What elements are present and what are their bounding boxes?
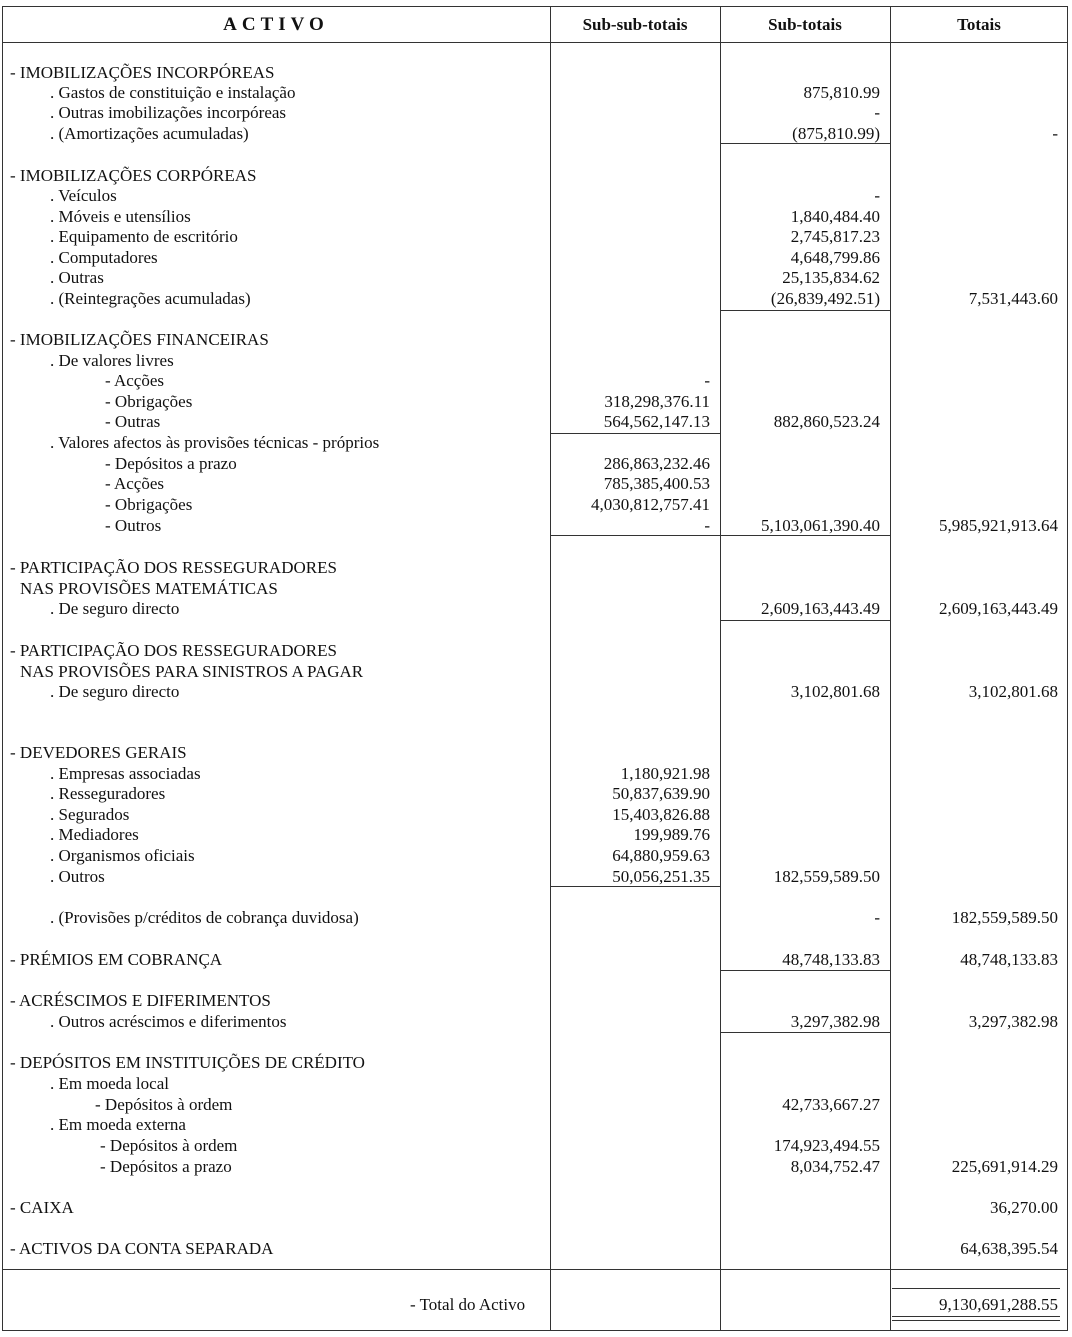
row-label: . Resseguradores (50, 784, 166, 803)
sub-total-cell: 3,297,382.98 (790, 1012, 880, 1031)
subtotal-rule (550, 886, 720, 887)
table-row (0, 1238, 1072, 1259)
row-label: . (Reintegrações acumuladas) (50, 289, 251, 308)
row-label: - PARTICIPAÇÃO DOS RESSEGURADORES (10, 558, 337, 577)
row-label: - DEPÓSITOS EM INSTITUIÇÕES DE CRÉDITO (10, 1053, 365, 1072)
sub-sub-total-cell: 50,837,639.90 (612, 784, 710, 803)
table-row (0, 391, 1072, 412)
row-label: - ACTIVOS DA CONTA SEPARADA (10, 1239, 274, 1258)
total-cell: 3,102,801.68 (968, 682, 1058, 701)
row-label: . Valores afectos às provisões técnicas - próprios (50, 433, 380, 452)
table-row (0, 1052, 1072, 1073)
sub-total-cell: 875,810.99 (803, 83, 880, 102)
row-label: . Veículos (50, 186, 117, 205)
row-label: - PARTICIPAÇÃO DOS RESSEGURADORES (10, 641, 337, 660)
row-label: NAS PROVISÕES MATEMÁTICAS (20, 579, 278, 598)
table-row (0, 226, 1072, 247)
table-row (0, 742, 1072, 763)
subtotal-rule (720, 1032, 890, 1033)
row-label: - ACRÉSCIMOS E DIFERIMENTOS (10, 991, 271, 1010)
sub-sub-total-cell: 15,403,826.88 (612, 805, 710, 824)
table-row (0, 661, 1072, 682)
header-sub-totais: Sub-totais (768, 15, 842, 34)
row-label: . Segurados (50, 805, 130, 824)
row-label: . Outras imobilizações incorpóreas (50, 103, 287, 122)
sub-total-cell: 2,609,163,443.49 (761, 599, 880, 618)
subtotal-rule (550, 535, 890, 536)
sub-sub-total-cell: 564,562,147.13 (603, 412, 710, 431)
table-row (0, 949, 1072, 970)
table-row (0, 247, 1072, 268)
sub-total-cell: - (874, 186, 880, 205)
table-row (0, 1197, 1072, 1218)
total-cell: 3,297,382.98 (968, 1012, 1058, 1031)
sub-total-cell: 182,559,589.50 (773, 867, 880, 886)
subtotal-rule (720, 620, 890, 621)
header-rule (2, 42, 1068, 43)
row-label: . Mediadores (50, 825, 139, 844)
row-label: . Outras (50, 268, 104, 287)
table-row (0, 557, 1072, 578)
table-row (0, 763, 1072, 784)
subtotal-rule (720, 970, 890, 971)
table-row (0, 866, 1072, 887)
table-row (0, 267, 1072, 288)
row-label: . De seguro directo (50, 682, 180, 701)
row-label: - Obrigações (105, 392, 193, 411)
table-row (0, 473, 1072, 494)
row-label: - Depósitos a prazo (105, 454, 237, 473)
table-row (0, 123, 1072, 144)
sub-sub-total-cell: 4,030,812,757.41 (591, 495, 710, 514)
table-row (0, 350, 1072, 371)
table-row (0, 102, 1072, 123)
table-row (0, 578, 1072, 599)
header-activo: ACTIVO (223, 14, 329, 35)
subtotal-rule (550, 433, 720, 434)
sub-total-cell: - (874, 103, 880, 122)
sub-total-cell: 1,840,484.40 (790, 207, 880, 226)
sub-sub-total-cell: 50,056,251.35 (612, 867, 710, 886)
row-label: . Outros acréscimos e diferimentos (50, 1012, 287, 1031)
sub-sub-total-cell: 318,298,376.11 (604, 392, 710, 411)
table-row (0, 907, 1072, 928)
total-cell: 64,638,395.54 (960, 1239, 1058, 1258)
total-label: - Total do Activo (410, 1295, 526, 1314)
table-row (0, 1135, 1072, 1156)
row-label: - Outras (105, 412, 161, 431)
table-row (0, 370, 1072, 391)
row-label: . Organismos oficiais (50, 846, 195, 865)
sub-total-cell: - (874, 908, 880, 927)
table-row (0, 62, 1072, 83)
sub-total-cell: 42,733,667.27 (782, 1095, 880, 1114)
table-row (0, 1114, 1072, 1135)
row-label: - Outros (105, 516, 162, 535)
table-row (0, 824, 1072, 845)
table-row (0, 598, 1072, 619)
row-label: . (Provisões p/créditos de cobrança duvidosa) (50, 908, 359, 927)
table-row (0, 206, 1072, 227)
subtotal-rule (720, 310, 890, 311)
total-top-rule (892, 1288, 1060, 1289)
total-row (0, 1294, 1072, 1315)
row-label: - Depósitos a prazo (100, 1157, 232, 1176)
sub-total-cell: 882,860,523.24 (773, 412, 880, 431)
sub-total-cell: 5,103,061,390.40 (761, 516, 880, 535)
table-row (0, 494, 1072, 515)
sub-total-cell: 4,648,799.86 (790, 248, 880, 267)
row-label: - Depósitos à ordem (95, 1095, 233, 1114)
sub-sub-total-cell: 286,863,232.46 (603, 454, 710, 473)
sub-sub-total-cell: 64,880,959.63 (612, 846, 710, 865)
row-label: . De valores livres (50, 351, 174, 370)
header-totais: Totais (957, 15, 1001, 34)
table-row (0, 453, 1072, 474)
table-row (0, 82, 1072, 103)
table-row (0, 1156, 1072, 1177)
total-cell: - (1052, 124, 1058, 143)
sub-sub-total-cell: - (704, 516, 710, 535)
table-row (0, 329, 1072, 350)
table-row (0, 1094, 1072, 1115)
row-label: . Em moeda externa (50, 1115, 186, 1134)
table-row (0, 640, 1072, 661)
sub-total-cell: 8,034,752.47 (790, 1157, 880, 1176)
total-cell: 2,609,163,443.49 (939, 599, 1058, 618)
row-label: - IMOBILIZAÇÕES CORPÓREAS (10, 166, 257, 185)
row-label: . Empresas associadas (50, 764, 201, 783)
table-row (0, 288, 1072, 309)
sub-total-cell: (875,810.99) (792, 124, 880, 143)
row-label: - PRÉMIOS EM COBRANÇA (10, 950, 223, 969)
table-row (0, 1011, 1072, 1032)
subtotal-rule (720, 143, 890, 144)
table-row (0, 1073, 1072, 1094)
total-cell: 182,559,589.50 (951, 908, 1058, 927)
table-row (0, 783, 1072, 804)
total-double-underline (892, 1316, 1060, 1321)
total-cell: 36,270.00 (990, 1198, 1058, 1217)
row-label: . De seguro directo (50, 599, 180, 618)
total-cell: 48,748,133.83 (960, 950, 1058, 969)
row-label: - Obrigações (105, 495, 193, 514)
table-row (0, 990, 1072, 1011)
sub-sub-total-cell: 785,385,400.53 (603, 474, 710, 493)
row-label: - IMOBILIZAÇÕES INCORPÓREAS (10, 63, 275, 82)
row-label: - Acções (105, 474, 165, 493)
row-label: . Outros (50, 867, 105, 886)
sub-sub-total-cell: 1,180,921.98 (620, 764, 710, 783)
sub-total-cell: 25,135,834.62 (782, 268, 880, 287)
table-row (0, 845, 1072, 866)
table-row (0, 681, 1072, 702)
table-row (0, 185, 1072, 206)
sub-total-cell: 2,745,817.23 (790, 227, 880, 246)
table-row (0, 411, 1072, 432)
row-label: - IMOBILIZAÇÕES FINANCEIRAS (10, 330, 269, 349)
row-label: . Computadores (50, 248, 158, 267)
sub-sub-total-cell: 199,989.76 (633, 825, 710, 844)
row-label: - DEVEDORES GERAIS (10, 743, 187, 762)
row-label: . Móveis e utensílios (50, 207, 191, 226)
row-label: . Em moeda local (50, 1074, 169, 1093)
table-row (0, 165, 1072, 186)
sub-total-cell: 3,102,801.68 (790, 682, 880, 701)
sub-total-cell: 174,923,494.55 (773, 1136, 880, 1155)
sub-total-cell: 48,748,133.83 (782, 950, 880, 969)
row-label: - CAIXA (10, 1198, 74, 1217)
total-cell: 225,691,914.29 (951, 1157, 1058, 1176)
table-row (0, 515, 1072, 536)
row-label: . Equipamento de escritório (50, 227, 238, 246)
total-value: 9,130,691,288.55 (939, 1295, 1058, 1314)
row-label: - Depósitos à ordem (100, 1136, 238, 1155)
total-cell: 7,531,443.60 (968, 289, 1058, 308)
row-label: NAS PROVISÕES PARA SINISTROS A PAGAR (20, 662, 364, 681)
total-cell: 5,985,921,913.64 (939, 516, 1058, 535)
sub-sub-total-cell: - (704, 371, 710, 390)
table-row (0, 804, 1072, 825)
table-row (0, 432, 1072, 453)
subtotal-rule (2, 1269, 1068, 1270)
row-label: . (Amortizações acumuladas) (50, 124, 249, 143)
header-sub-sub-totais: Sub-sub-totais (582, 15, 688, 34)
sub-total-cell: (26,839,492.51) (770, 289, 880, 308)
row-label: . Gastos de constituição e instalação (50, 83, 296, 102)
row-label: - Acções (105, 371, 165, 390)
